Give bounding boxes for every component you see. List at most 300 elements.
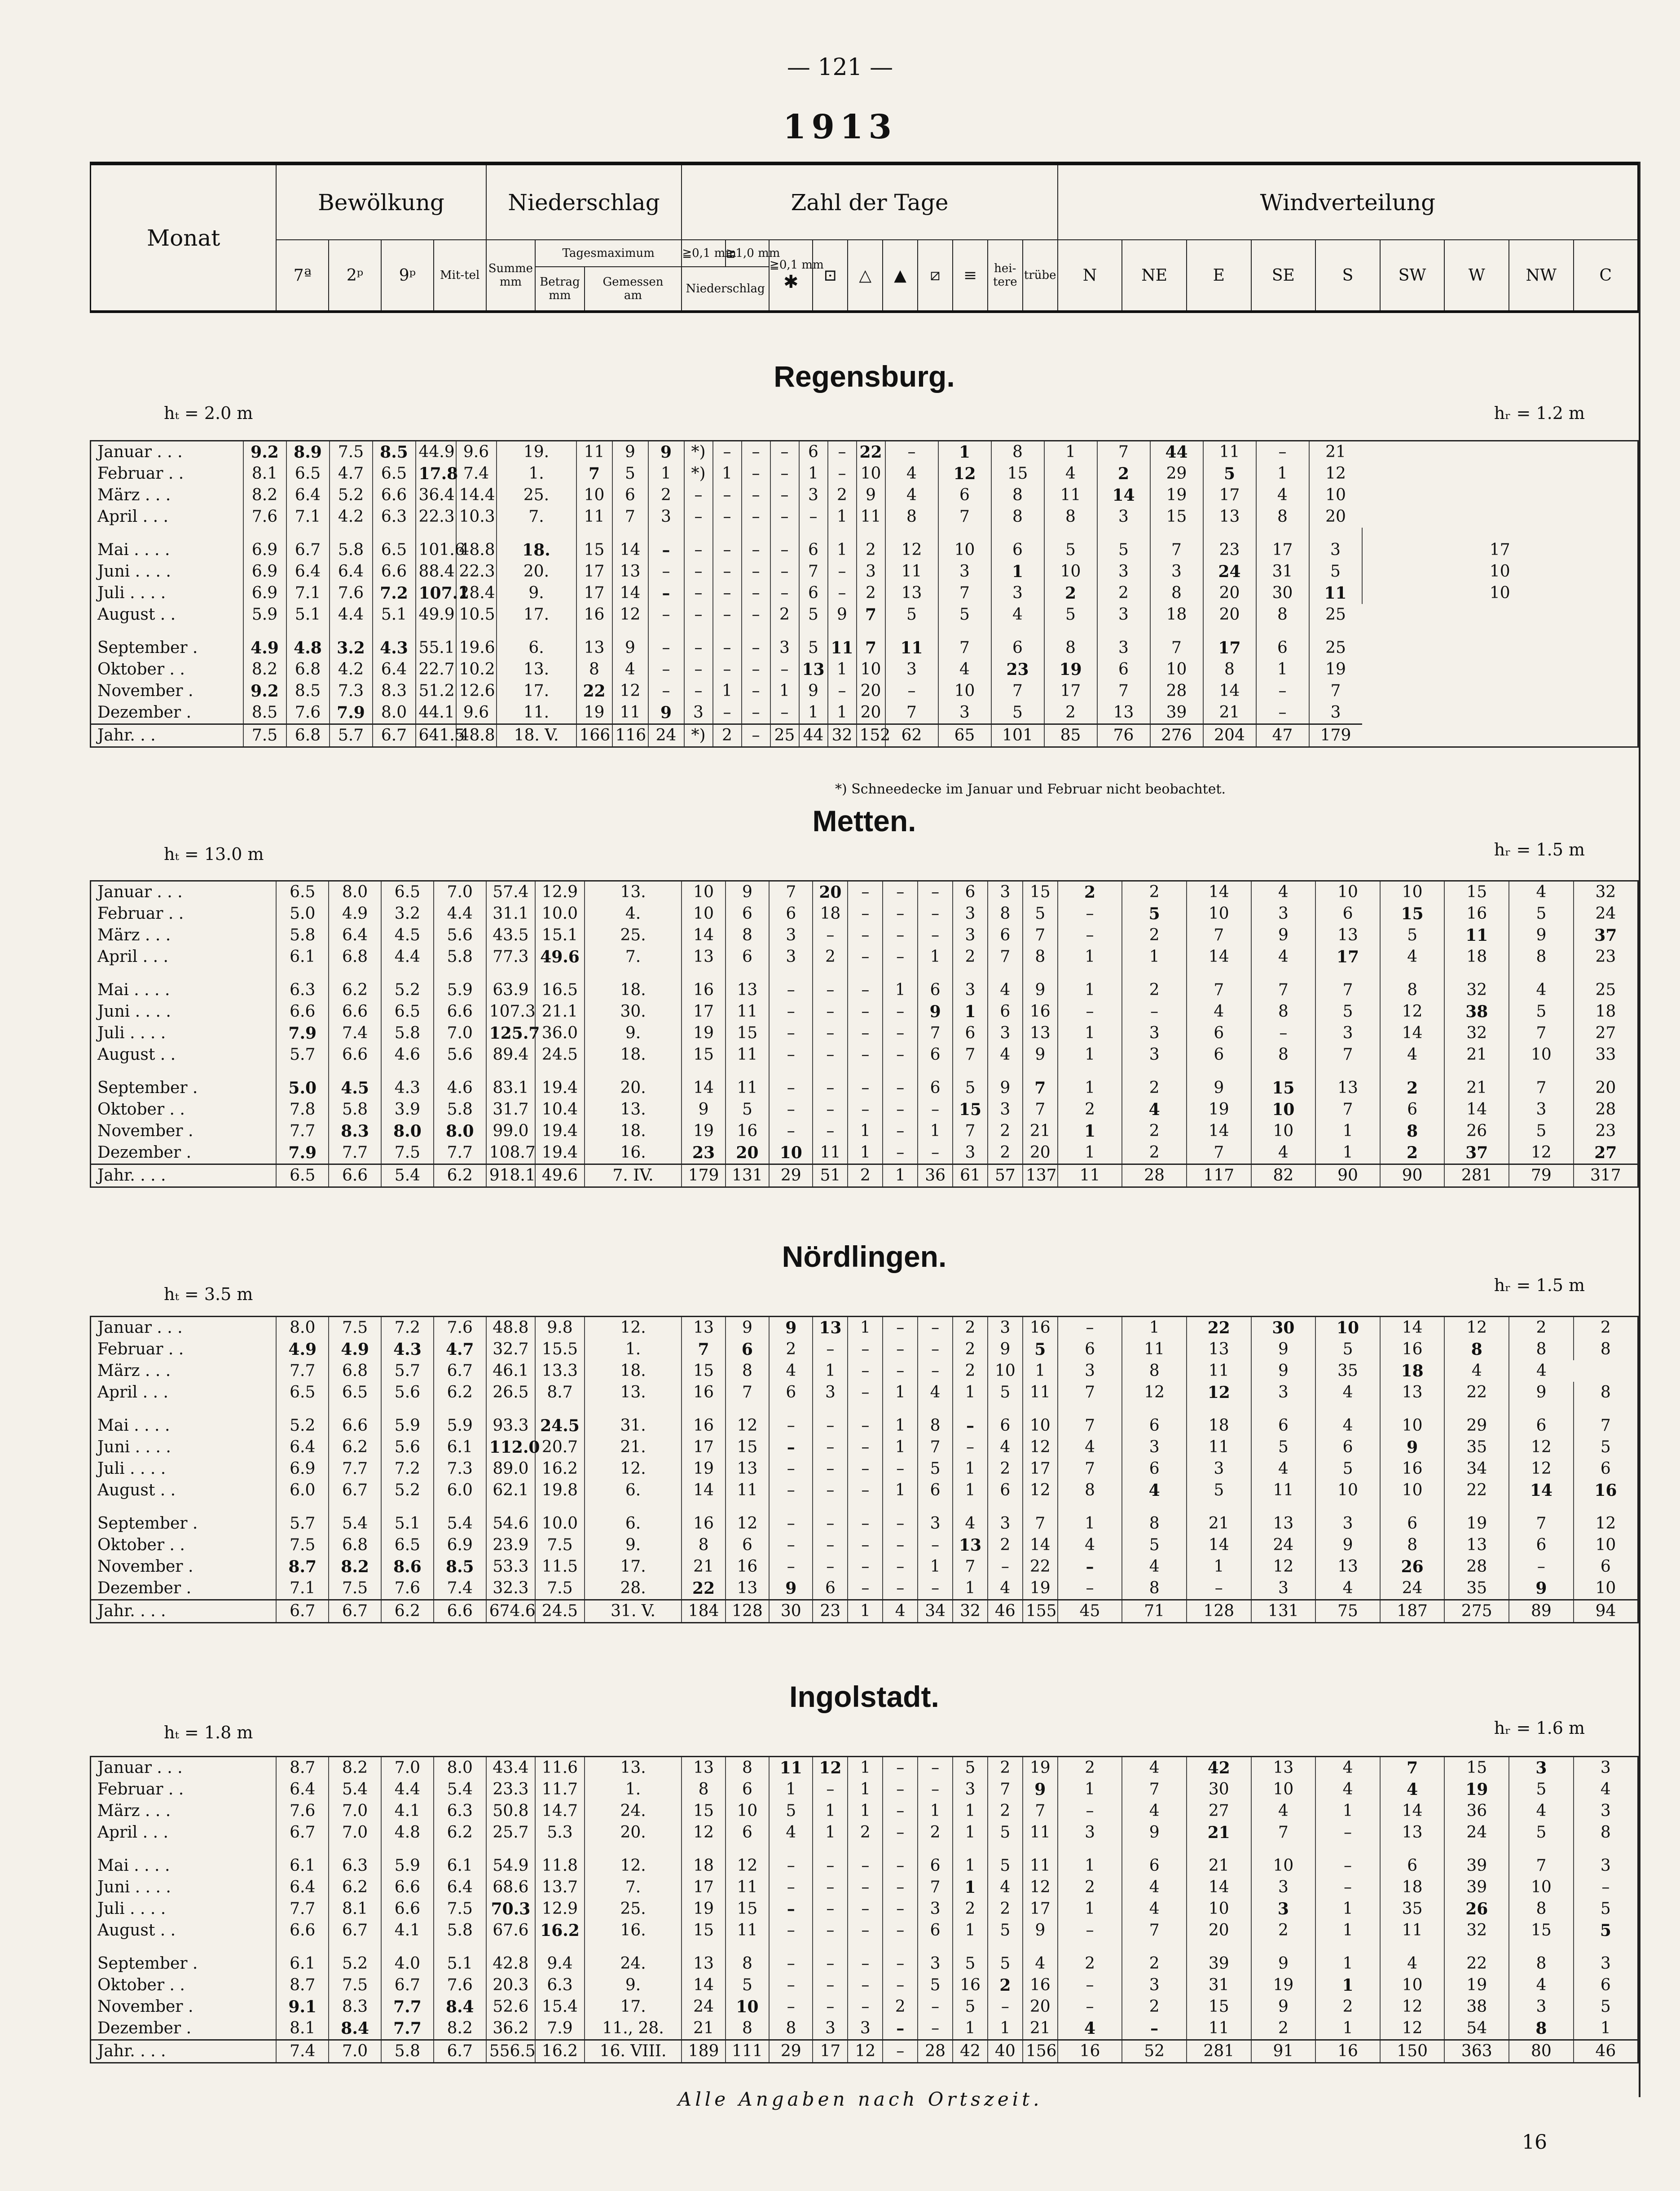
- table-cell: 29: [769, 2040, 813, 2063]
- table-cell: 1: [953, 1480, 988, 1501]
- table-cell: 13: [1187, 1339, 1251, 1360]
- table-cell: 3: [857, 561, 885, 582]
- table-cell: 6: [726, 903, 769, 925]
- table-cell: 2: [1058, 1757, 1122, 1779]
- table-cell: 20: [1203, 604, 1256, 626]
- table-cell: 10: [938, 528, 991, 561]
- table-cell: 7.3: [434, 1458, 486, 1480]
- table-cell: 9: [1122, 1822, 1187, 1843]
- table-cell: 7.: [585, 946, 682, 968]
- table-row: [91, 1822, 1638, 1843]
- month-label: Januar . . .: [97, 883, 183, 901]
- table-cell: 1: [953, 1822, 988, 1843]
- header-truebe: trübe: [1023, 240, 1058, 312]
- table-cell: 1: [828, 528, 857, 561]
- table-cell: 5: [1574, 1437, 1638, 1458]
- table-cell: 13: [799, 659, 828, 680]
- table-row: [91, 1800, 1638, 1822]
- table-cell: 2: [988, 1800, 1023, 1822]
- header-z-10: ≧1,0 mm: [726, 240, 769, 267]
- year-total-row: [91, 2040, 1638, 2063]
- header-z-niederschlag: Niederschlag: [682, 267, 769, 312]
- table-cell: 14: [1380, 1023, 1445, 1044]
- table-cell: 22.3: [416, 506, 456, 528]
- table-cell: 179: [1309, 724, 1362, 747]
- table-cell: 24: [648, 724, 684, 747]
- table-cell: 11: [726, 1001, 769, 1023]
- table-cell: 5.0: [276, 1066, 329, 1099]
- table-cell: 71: [1122, 1600, 1187, 1623]
- table-cell: 12: [1122, 1382, 1187, 1403]
- table-cell: 2: [953, 1360, 988, 1382]
- table-cell: 1: [1058, 1898, 1122, 1920]
- table-cell: 9: [1315, 1534, 1380, 1556]
- table-cell: 6.0: [276, 1480, 329, 1501]
- month-label: Jahr. . . .: [91, 1600, 277, 1623]
- table-row: [91, 1023, 1638, 1044]
- table-cell: 6: [1509, 1534, 1574, 1556]
- table-cell: 21: [1187, 1843, 1251, 1877]
- table-cell: 1: [828, 702, 857, 724]
- table-cell: 55.1: [416, 626, 456, 659]
- table-cell: 155: [1023, 1600, 1058, 1623]
- table-cell: 8: [682, 1779, 725, 1800]
- table-cell: 5: [612, 463, 648, 485]
- table-cell: 20.7: [535, 1437, 585, 1458]
- table-cell: –: [883, 1534, 918, 1556]
- table-cell: 4: [1122, 1480, 1187, 1501]
- table-cell: 8: [576, 659, 612, 680]
- table-cell: 7: [953, 1556, 988, 1578]
- table-cell: 62: [885, 724, 938, 747]
- table-cell: 6.6: [276, 1920, 329, 1941]
- table-cell: 18. V.: [497, 724, 576, 747]
- table-cell: 2: [988, 1142, 1023, 1164]
- table-cell: 14: [612, 582, 648, 604]
- table-cell: 3: [770, 626, 799, 659]
- table-cell: 31. V.: [585, 1600, 682, 1623]
- table-cell: 13: [1203, 506, 1256, 528]
- table-cell: 4: [1251, 1800, 1316, 1822]
- table-cell: 5: [1251, 1437, 1316, 1458]
- header-wind-n: N: [1058, 240, 1122, 312]
- table-cell: 5.6: [381, 1382, 434, 1403]
- table-cell: –: [742, 463, 770, 485]
- table-cell: –: [769, 1099, 813, 1120]
- table-cell: 21: [1309, 441, 1362, 463]
- table-cell: 8.5: [373, 441, 416, 463]
- table-cell: 7.9: [276, 1142, 329, 1164]
- table-cell: 10.0: [535, 1501, 585, 1534]
- table-cell: –: [813, 1437, 848, 1458]
- table-row: [91, 1360, 1638, 1382]
- table-cell: 8: [1574, 1339, 1638, 1360]
- table-cell: 1: [1315, 1975, 1380, 1996]
- table-cell: 7: [1574, 1403, 1638, 1437]
- table-cell: 8: [1203, 659, 1256, 680]
- table-row: [91, 604, 1638, 626]
- table-cell: –: [769, 1996, 813, 2018]
- table-cell: 1: [991, 561, 1044, 582]
- table-cell: –: [1315, 1843, 1380, 1877]
- table-cell: 13.: [585, 1382, 682, 1403]
- table-cell: 15.4: [535, 1996, 585, 2018]
- table-cell: 7: [1315, 1044, 1380, 1066]
- table-cell: 6.8: [286, 659, 330, 680]
- table-cell: 25.7: [486, 1822, 536, 1843]
- table-cell: 7: [1187, 1142, 1251, 1164]
- table-cell: 12: [885, 528, 938, 561]
- table-cell: 7.7: [329, 1458, 381, 1480]
- table-cell: 1: [1058, 1843, 1122, 1877]
- table-cell: 7: [576, 463, 612, 485]
- table-cell: 16: [953, 1975, 988, 1996]
- table-cell: 1.: [497, 463, 576, 485]
- table-cell: 10: [1574, 1534, 1638, 1556]
- table-cell: 13: [612, 561, 648, 582]
- table-cell: 1: [828, 659, 857, 680]
- table-cell: 13.3: [535, 1360, 585, 1382]
- table-cell: –: [769, 1437, 813, 1458]
- table-cell: 12: [1309, 463, 1362, 485]
- table-cell: 6.7: [373, 724, 416, 747]
- table-cell: 4: [988, 968, 1023, 1001]
- table-cell: 107.3: [486, 1001, 536, 1023]
- table-cell: 3: [648, 506, 684, 528]
- table-cell: 6.7: [276, 1600, 329, 1623]
- table-cell: 5: [1315, 1339, 1380, 1360]
- table-cell: 12: [612, 680, 648, 702]
- table-cell: 6.5: [381, 1534, 434, 1556]
- table-cell: 1: [883, 1480, 918, 1501]
- table-cell: 10: [1380, 1975, 1445, 1996]
- month-label: Jahr. . . .: [91, 1164, 277, 1187]
- table-cell: 13: [813, 1317, 848, 1339]
- table-cell: –: [648, 561, 684, 582]
- table-cell: 10: [1315, 1317, 1380, 1339]
- table-cell: 4.9: [276, 1339, 329, 1360]
- table-cell: 16: [682, 968, 725, 1001]
- table-cell: 6.6: [329, 1001, 381, 1023]
- table-cell: 10: [857, 659, 885, 680]
- table-cell: –: [813, 1339, 848, 1360]
- table-cell: 8: [1509, 2018, 1574, 2040]
- station-ht: hₜ = 1.8 m: [164, 1723, 253, 1742]
- table-cell: –: [770, 561, 799, 582]
- table-cell: 5: [988, 1822, 1023, 1843]
- table-cell: 5.1: [286, 604, 330, 626]
- table-cell: 8.7: [535, 1382, 585, 1403]
- table-cell: 6: [988, 1001, 1023, 1023]
- table-cell: 17: [1203, 485, 1256, 506]
- table-cell: 16: [1023, 1001, 1058, 1023]
- table-cell: 27: [1574, 1023, 1638, 1044]
- table-cell: 22: [1444, 1941, 1509, 1975]
- table-cell: 3: [1251, 1877, 1316, 1898]
- table-cell: 12.9: [535, 1898, 585, 1920]
- table-cell: 5.8: [329, 1099, 381, 1120]
- table-cell: 19.4: [535, 1066, 585, 1099]
- station-title: Nördlingen.: [782, 1240, 947, 1273]
- table-cell: 6.4: [286, 561, 330, 582]
- table-cell: 54.6: [486, 1501, 536, 1534]
- month-label: Februar . .: [97, 1780, 184, 1799]
- table-cell: 5: [953, 1066, 988, 1099]
- table-cell: 88.4: [416, 561, 456, 582]
- table-cell: 6.: [585, 1480, 682, 1501]
- table-cell: 17: [1256, 528, 1309, 561]
- table-cell: 12: [1023, 1480, 1058, 1501]
- table-cell: 3: [1122, 1044, 1187, 1066]
- table-cell: 1: [813, 1800, 848, 1822]
- table-row: [91, 1339, 1638, 1360]
- table-cell: 10: [1574, 1578, 1638, 1600]
- table-cell: 5.2: [276, 1403, 329, 1437]
- table-cell: 19: [1023, 1578, 1058, 1600]
- table-cell: –: [770, 582, 799, 604]
- table-cell: 5.8: [330, 528, 373, 561]
- table-cell: 5: [918, 1458, 953, 1480]
- header-z-01: ≧0,1 mm: [682, 240, 725, 267]
- table-cell: 31.7: [486, 1099, 536, 1120]
- table-cell: 5: [1023, 903, 1058, 925]
- table-cell: 24.5: [535, 1044, 585, 1066]
- table-cell: –: [918, 925, 953, 946]
- table-cell: 15: [1380, 903, 1445, 925]
- table-cell: –: [848, 1941, 883, 1975]
- table-cell: –: [770, 463, 799, 485]
- table-cell: 5.9: [434, 1403, 486, 1437]
- table-cell: 2: [1044, 702, 1097, 724]
- table-cell: 23: [682, 1142, 725, 1164]
- table-cell: 1: [1023, 1360, 1058, 1382]
- table-cell: 21.1: [535, 1001, 585, 1023]
- table-cell: 8.0: [276, 1317, 329, 1339]
- table-cell: 117: [1187, 1164, 1251, 1187]
- table-cell: 3.2: [330, 626, 373, 659]
- table-cell: 2: [988, 1120, 1023, 1142]
- month-label: Dezember .: [97, 1143, 192, 1162]
- table-cell: 29: [1444, 1403, 1509, 1437]
- table-cell: 6.6: [434, 1001, 486, 1023]
- table-cell: 9: [1509, 1578, 1574, 1600]
- table-cell: 24: [682, 1996, 725, 2018]
- table-cell: –: [769, 1403, 813, 1437]
- table-cell: 6.9: [243, 561, 286, 582]
- table-cell: 39: [1187, 1941, 1251, 1975]
- table-row: [91, 1317, 1638, 1339]
- table-cell: 1: [1187, 1556, 1251, 1578]
- table-cell: 14: [1203, 680, 1256, 702]
- table-cell: –: [742, 582, 770, 604]
- table-cell: 5: [1574, 1920, 1638, 1941]
- table-cell: 14: [682, 1975, 725, 1996]
- table-cell: 6: [726, 1779, 769, 1800]
- table-cell: 4: [1251, 1142, 1316, 1164]
- table-cell: 6.6: [373, 561, 416, 582]
- table-cell: 11: [1380, 1920, 1445, 1941]
- table-cell: –: [885, 680, 938, 702]
- table-cell: 7.2: [381, 1317, 434, 1339]
- table-cell: 6.8: [329, 1534, 381, 1556]
- table-cell: 2: [1251, 1920, 1316, 1941]
- table-cell: 6.4: [276, 1779, 329, 1800]
- table-cell: 179: [682, 1164, 725, 1187]
- station-ingolstadt: [90, 1680, 1639, 2084]
- table-cell: 8: [1380, 968, 1445, 1001]
- table-cell: 2: [1380, 1066, 1445, 1099]
- table-cell: 9: [648, 702, 684, 724]
- column-header: [90, 162, 1639, 313]
- table-cell: 1: [799, 463, 828, 485]
- table-cell: –: [883, 1360, 918, 1382]
- table-cell: 187: [1380, 1600, 1445, 1623]
- table-cell: 9: [1023, 1920, 1058, 1941]
- table-cell: 6: [1315, 1437, 1380, 1458]
- table-cell: 1: [953, 1877, 988, 1898]
- table-cell: 12: [726, 1501, 769, 1534]
- month-label: September .: [97, 1954, 198, 1973]
- table-cell: 276: [1150, 724, 1203, 747]
- table-cell: 20: [857, 680, 885, 702]
- table-cell: 15: [953, 1099, 988, 1120]
- table-cell: 1: [1058, 1044, 1122, 1066]
- table-cell: 6.1: [434, 1437, 486, 1458]
- table-cell: 7: [988, 946, 1023, 968]
- month-label: März . . .: [97, 486, 171, 504]
- table-cell: 89: [1509, 1600, 1574, 1623]
- station-title: Regensburg.: [774, 360, 955, 393]
- table-cell: 6: [726, 1534, 769, 1556]
- table-cell: 1: [713, 463, 742, 485]
- table-cell: 24: [1380, 1578, 1445, 1600]
- table-cell: 29: [1150, 463, 1203, 485]
- table-row: [91, 1843, 1638, 1877]
- table-cell: 6: [991, 528, 1044, 561]
- table-cell: 8.0: [381, 1120, 434, 1142]
- table-cell: 32.3: [486, 1578, 536, 1600]
- month-label: November .: [97, 1557, 194, 1576]
- table-cell: 25.: [585, 1898, 682, 1920]
- table-cell: 6.7: [381, 1975, 434, 1996]
- table-cell: 1: [953, 1800, 988, 1822]
- station-hr: hᵣ = 1.5 m: [1494, 840, 1585, 860]
- table-cell: 166: [576, 724, 612, 747]
- table-cell: 131: [726, 1164, 769, 1187]
- table-cell: 3: [848, 2018, 883, 2040]
- station-ht: hₜ = 2.0 m: [164, 403, 253, 423]
- table-row: [91, 1975, 1638, 1996]
- table-cell: 16.: [585, 1142, 682, 1164]
- table-cell: 4: [1044, 463, 1097, 485]
- month-label: November .: [97, 1997, 194, 2016]
- header-n-gemessen: Gemessen am: [585, 267, 682, 312]
- table-row: [91, 463, 1638, 485]
- table-cell: 6: [918, 968, 953, 1001]
- table-cell: 6.5: [286, 463, 330, 485]
- year-heading: 1913: [783, 108, 897, 146]
- month-label: Juli . . . .: [97, 584, 166, 602]
- table-cell: 5.4: [434, 1501, 486, 1534]
- table-cell: –: [813, 1779, 848, 1800]
- table-cell: 4.4: [381, 1779, 434, 1800]
- table-cell: 3: [1097, 561, 1150, 582]
- table-cell: –: [883, 1023, 918, 1044]
- table-cell: 17: [1023, 1458, 1058, 1480]
- table-cell: –: [713, 528, 742, 561]
- table-cell: 5: [988, 1843, 1023, 1877]
- table-cell: 9: [988, 1339, 1023, 1360]
- month-label: Juli . . . .: [97, 1900, 166, 1918]
- table-cell: 5: [1509, 903, 1574, 925]
- table-cell: 39: [1444, 1877, 1509, 1898]
- table-cell: 6.4: [286, 485, 330, 506]
- table-cell: 7.8: [276, 1099, 329, 1120]
- table-cell: 1: [828, 506, 857, 528]
- table-cell: 7: [1315, 968, 1380, 1001]
- table-cell: 21: [682, 2018, 725, 2040]
- table-cell: 6.8: [329, 1360, 381, 1382]
- table-cell: 5.2: [329, 1941, 381, 1975]
- table-cell: 8: [1509, 946, 1574, 968]
- table-cell: 7.6: [434, 1975, 486, 1996]
- table-cell: –: [769, 1480, 813, 1501]
- table-cell: 3: [1122, 1975, 1187, 1996]
- table-cell: 12: [1380, 2018, 1445, 2040]
- table-cell: 11: [1023, 1843, 1058, 1877]
- table-cell: 7: [1509, 1023, 1574, 1044]
- table-cell: 13.: [585, 1099, 682, 1120]
- table-cell: 1: [799, 702, 828, 724]
- table-cell: 5: [1509, 1120, 1574, 1142]
- table-cell: 7: [799, 561, 828, 582]
- table-cell: 4: [1187, 1001, 1251, 1023]
- table-cell: 6.2: [381, 1600, 434, 1623]
- table-cell: 40: [988, 2040, 1023, 2063]
- table-cell: 15.1: [535, 925, 585, 946]
- table-cell: 37: [1574, 925, 1638, 946]
- table-cell: –: [1315, 1822, 1380, 1843]
- table-cell: –: [713, 702, 742, 724]
- header-wind-ne: NE: [1122, 240, 1187, 312]
- table-cell: 1: [1058, 1023, 1122, 1044]
- station-table: [90, 1756, 1639, 2063]
- table-cell: 8: [1122, 1501, 1187, 1534]
- table-cell: 11: [1187, 1437, 1251, 1458]
- table-cell: 2: [883, 1996, 918, 2018]
- table-cell: 1: [1315, 1120, 1380, 1142]
- table-cell: 13: [885, 582, 938, 604]
- table-cell: –: [883, 1317, 918, 1339]
- table-cell: 6.6: [276, 1001, 329, 1023]
- table-cell: 12: [1574, 1501, 1638, 1534]
- table-cell: 7.4: [276, 2040, 329, 2063]
- table-cell: 15: [1444, 1757, 1509, 1779]
- table-cell: 17.: [585, 1556, 682, 1578]
- month-label: August . .: [97, 605, 176, 624]
- table-cell: 7: [1251, 968, 1316, 1001]
- table-cell: 16: [1380, 1458, 1445, 1480]
- table-cell: 53.3: [486, 1556, 536, 1578]
- table-cell: 26: [1380, 1556, 1445, 1578]
- table-cell: –: [684, 582, 713, 604]
- table-cell: 8: [1574, 1382, 1638, 1403]
- table-row: [91, 1920, 1638, 1941]
- table-cell: 5: [799, 626, 828, 659]
- bottom-note: Alle Angaben nach Ortszeit.: [678, 2088, 1043, 2110]
- table-cell: –: [813, 925, 848, 946]
- table-cell: 10.2: [456, 659, 497, 680]
